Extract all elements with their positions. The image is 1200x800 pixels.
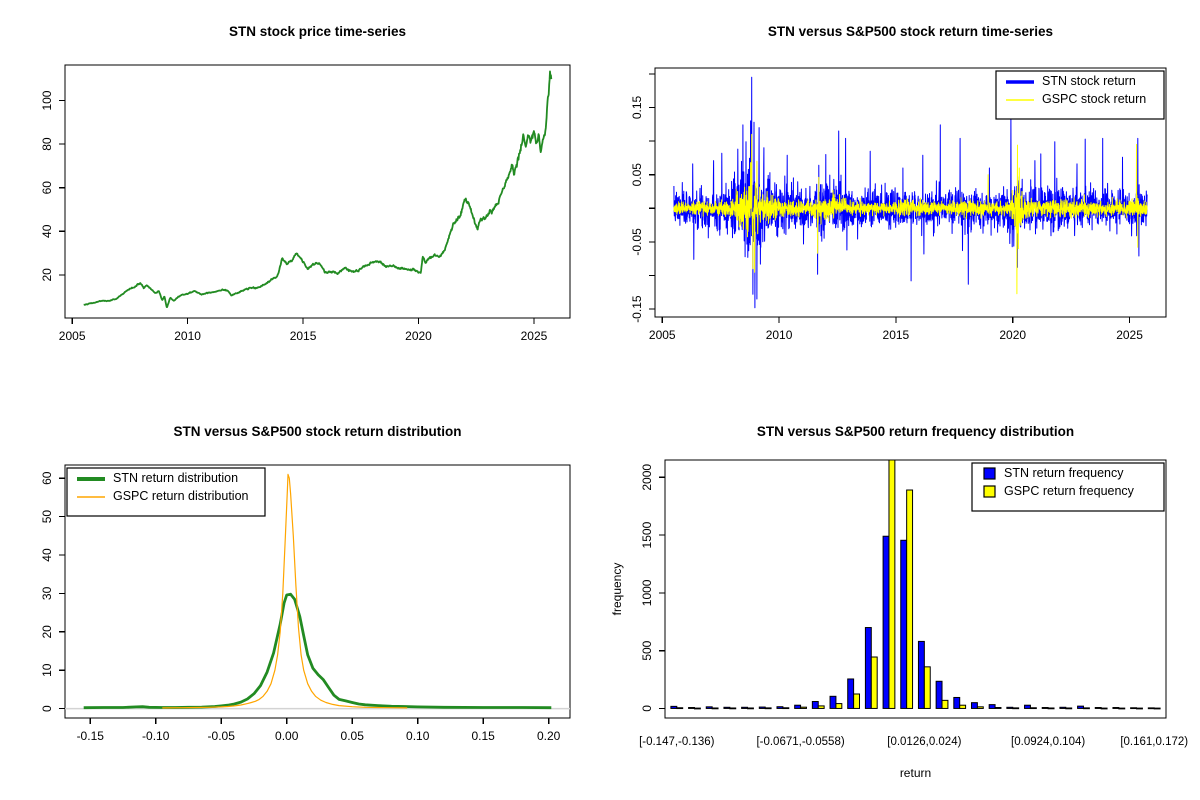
y-tick-label: 0 bbox=[40, 705, 54, 712]
histogram-bar bbox=[871, 657, 877, 708]
histogram-bar bbox=[689, 708, 695, 709]
y-tick-label: 2000 bbox=[640, 463, 654, 491]
chart-title: STN versus S&P500 stock return distribution bbox=[173, 424, 462, 439]
x-tick-label: 2025 bbox=[520, 329, 548, 343]
legend-swatch-square bbox=[984, 468, 995, 479]
histogram-bar bbox=[830, 696, 836, 708]
bin-label: [0.0924,0.104) bbox=[1011, 736, 1086, 748]
histogram-bar bbox=[918, 641, 924, 708]
y-tick-label: 500 bbox=[640, 640, 654, 661]
histogram-bar bbox=[995, 708, 1001, 709]
legend-label: GSPC return frequency bbox=[1004, 484, 1134, 498]
x-tick-label: 2005 bbox=[648, 328, 676, 342]
y-tick-label: 60 bbox=[40, 181, 54, 195]
panel-return-distribution-chart bbox=[0, 400, 600, 800]
x-tick-label: 2010 bbox=[174, 329, 201, 343]
series-line bbox=[84, 71, 552, 307]
y-tick-label: 60 bbox=[40, 471, 54, 485]
chart-title: STN versus S&P500 stock return time-series bbox=[767, 24, 1054, 39]
y-tick-label: 20 bbox=[40, 625, 54, 639]
histogram-bar bbox=[730, 708, 736, 709]
return-timeseries-chart-svg bbox=[600, 0, 1200, 400]
x-tick-label: 0.00 bbox=[275, 729, 299, 743]
histogram-bar bbox=[989, 705, 995, 709]
histogram-bar bbox=[1119, 708, 1125, 709]
y-tick-label: 1500 bbox=[640, 521, 654, 549]
y-axis-title: frequency bbox=[610, 562, 624, 616]
histogram-bar bbox=[1095, 708, 1101, 709]
y-tick-label: 0.05 bbox=[630, 163, 644, 187]
histogram-bar bbox=[907, 490, 913, 708]
x-tick-label: 0.20 bbox=[536, 729, 561, 743]
y-tick-label: 1000 bbox=[640, 579, 654, 607]
x-tick-label: -0.15 bbox=[76, 729, 104, 743]
legend-swatch-square bbox=[984, 486, 995, 497]
histogram-bar bbox=[1013, 708, 1019, 709]
y-tick-label: -0.15 bbox=[630, 295, 644, 323]
histogram-bar bbox=[759, 707, 765, 708]
histogram-bar bbox=[748, 708, 754, 709]
histogram-bar bbox=[677, 708, 683, 709]
histogram-bar bbox=[848, 679, 854, 708]
bin-label: [-0.0671,-0.0558) bbox=[756, 736, 845, 748]
histogram-bar bbox=[801, 707, 807, 708]
histogram-bar bbox=[1048, 708, 1054, 709]
histogram-bar bbox=[1154, 708, 1160, 709]
y-tick-label: 0 bbox=[640, 705, 654, 712]
histogram-bar bbox=[960, 705, 966, 708]
histogram-bar bbox=[889, 460, 895, 708]
histogram-bar bbox=[1083, 708, 1089, 709]
x-tick-label: 2015 bbox=[289, 329, 317, 343]
bin-label: [-0.147,-0.136) bbox=[639, 736, 715, 748]
histogram-bar bbox=[1113, 708, 1119, 709]
histogram-bar bbox=[1131, 708, 1137, 709]
y-tick-label: 20 bbox=[40, 268, 54, 282]
y-tick-label: 10 bbox=[40, 663, 54, 677]
x-tick-label: 2015 bbox=[882, 328, 910, 342]
legend-label: STN stock return bbox=[1042, 74, 1136, 88]
x-tick-label: 2025 bbox=[1116, 328, 1143, 342]
histogram-bar bbox=[812, 702, 818, 709]
series-line bbox=[84, 594, 552, 708]
panel-stock-price-chart bbox=[0, 0, 600, 400]
x-tick-label: 0.15 bbox=[471, 729, 495, 743]
x-tick-label: -0.10 bbox=[142, 729, 170, 743]
plot-border bbox=[65, 65, 570, 318]
legend-label: GSPC return distribution bbox=[113, 489, 249, 503]
chart-title: STN stock price time-series bbox=[228, 24, 407, 39]
histogram-bar bbox=[1078, 706, 1084, 708]
bin-label: [0.161,0.172) bbox=[1120, 736, 1189, 748]
histogram-bar bbox=[712, 708, 718, 709]
x-tick-label: 0.05 bbox=[340, 729, 364, 743]
stock-price-chart-svg bbox=[0, 0, 600, 400]
histogram-bar bbox=[671, 706, 677, 708]
x-tick-label: 2020 bbox=[405, 329, 432, 343]
y-tick-label: -0.05 bbox=[630, 228, 644, 256]
histogram-bar bbox=[1148, 708, 1154, 709]
bin-label: [0.0126,0.024) bbox=[887, 736, 962, 748]
histogram-bar bbox=[1066, 708, 1072, 709]
histogram-bar bbox=[977, 707, 983, 709]
y-tick-label: 80 bbox=[40, 137, 54, 151]
histogram-bar bbox=[954, 697, 960, 708]
histogram-bar bbox=[724, 707, 730, 708]
histogram-bar bbox=[1025, 705, 1031, 708]
histogram-bar bbox=[936, 681, 942, 708]
histogram-bar bbox=[694, 708, 700, 709]
legend-label: STN return frequency bbox=[1004, 466, 1124, 480]
x-tick-label: 2005 bbox=[58, 329, 86, 343]
legend-label: STN return distribution bbox=[113, 471, 239, 485]
panel-return-timeseries-chart bbox=[600, 0, 1200, 400]
histogram-bar bbox=[795, 705, 801, 708]
histogram-bar bbox=[818, 706, 824, 709]
panel-return-frequency-chart bbox=[600, 400, 1200, 800]
histogram-bar bbox=[706, 707, 712, 709]
y-tick-label: 30 bbox=[40, 586, 54, 601]
histogram-bar bbox=[942, 700, 948, 708]
histogram-bar bbox=[742, 707, 748, 708]
y-tick-label: 40 bbox=[40, 548, 54, 562]
histogram-bar bbox=[783, 708, 789, 709]
y-tick-label: 40 bbox=[40, 224, 54, 238]
histogram-bar bbox=[865, 628, 871, 709]
histogram-bar bbox=[901, 540, 907, 708]
y-tick-label: 50 bbox=[40, 509, 54, 524]
histogram-bar bbox=[1137, 708, 1143, 709]
histogram-bar bbox=[777, 707, 783, 709]
return-frequency-chart-svg bbox=[600, 400, 1200, 800]
legend-label: GSPC stock return bbox=[1042, 92, 1147, 106]
histogram-bar bbox=[924, 667, 930, 709]
x-tick-label: 2020 bbox=[999, 328, 1027, 342]
histogram-bar bbox=[854, 694, 860, 708]
x-tick-label: 0.10 bbox=[406, 729, 430, 743]
histogram-bar bbox=[836, 704, 842, 709]
histogram-bar bbox=[971, 703, 977, 709]
y-tick-label: 0.15 bbox=[630, 95, 644, 120]
y-tick-label: 100 bbox=[40, 90, 54, 111]
histogram-bar bbox=[1060, 707, 1066, 708]
histogram-bar bbox=[883, 536, 889, 708]
chart-title: STN versus S&P500 return frequency distribution bbox=[756, 424, 1075, 439]
histogram-bar bbox=[765, 708, 771, 709]
histogram-bar bbox=[1101, 708, 1107, 709]
x-axis-title: return bbox=[899, 766, 932, 780]
x-tick-label: 2010 bbox=[765, 328, 793, 342]
return-distribution-chart-svg bbox=[0, 400, 600, 800]
histogram-bar bbox=[1007, 707, 1013, 708]
histogram-bar bbox=[1030, 708, 1036, 709]
histogram-bar bbox=[1042, 708, 1048, 709]
x-tick-label: -0.05 bbox=[207, 729, 235, 743]
